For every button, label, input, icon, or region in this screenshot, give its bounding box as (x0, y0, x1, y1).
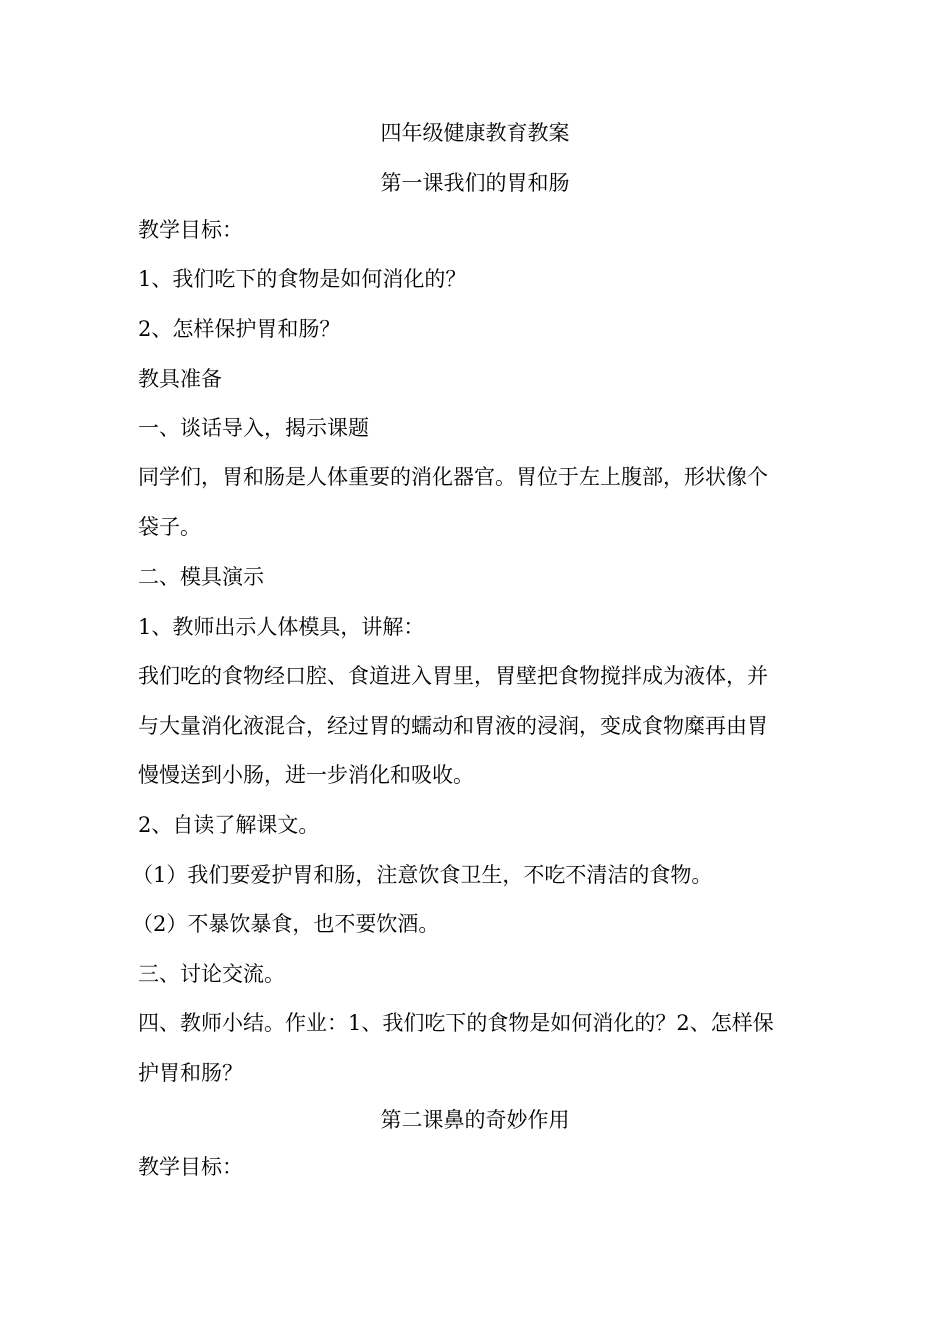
lesson1-section-4-line2: 护胃和肠？ (138, 1061, 243, 1085)
lesson1-para2-line2: 与大量消化液混合，经过胃的蠕动和胃液的浸润，变成食物糜再由胃 (138, 714, 768, 738)
lesson1-para2-line3: 慢慢送到小肠，进一步消化和吸收。 (138, 763, 474, 787)
document-title: 四年级健康教育教案 (380, 121, 570, 145)
lesson1-prep: 教具准备 (138, 367, 222, 391)
lesson1-goal-2: 2、怎样保护胃和肠？ (138, 317, 341, 341)
lesson1-item-1: （1）我们要爱护胃和肠，注意饮食卫生，不吃不清洁的食物。 (132, 863, 713, 887)
lesson1-para2-line1: 我们吃的食物经口腔、食道进入胃里，胃壁把食物搅拌成为液体，并 (138, 664, 768, 688)
lesson1-section-4-line1: 四、教师小结。作业：1、我们吃下的食物是如何消化的？2、怎样保 (138, 1011, 774, 1035)
lesson1-step-2: 2、自读了解课文。 (138, 813, 320, 837)
lesson1-goals-label: 教学目标： (138, 218, 243, 242)
lesson2-title: 第二课鼻的奇妙作用 (380, 1108, 570, 1132)
lesson1-goal-1: 1、我们吃下的食物是如何消化的？ (138, 267, 467, 291)
lesson1-para1-line1: 同学们，胃和肠是人体重要的消化器官。胃位于左上腹部，形状像个 (138, 465, 768, 489)
lesson1-step-1: 1、教师出示人体模具，讲解： (138, 615, 425, 639)
lesson1-section-1: 一、谈话导入，揭示课题 (138, 416, 369, 440)
lesson1-para1-line2: 袋子。 (138, 515, 201, 539)
lesson1-item-2: （2）不暴饮暴食，也不要饮酒。 (132, 912, 440, 936)
lesson1-title: 第一课我们的胃和肠 (380, 171, 570, 195)
lesson1-section-2: 二、模具演示 (138, 565, 264, 589)
lesson2-goals-label: 教学目标： (138, 1155, 243, 1179)
lesson1-section-3: 三、讨论交流。 (138, 962, 285, 986)
